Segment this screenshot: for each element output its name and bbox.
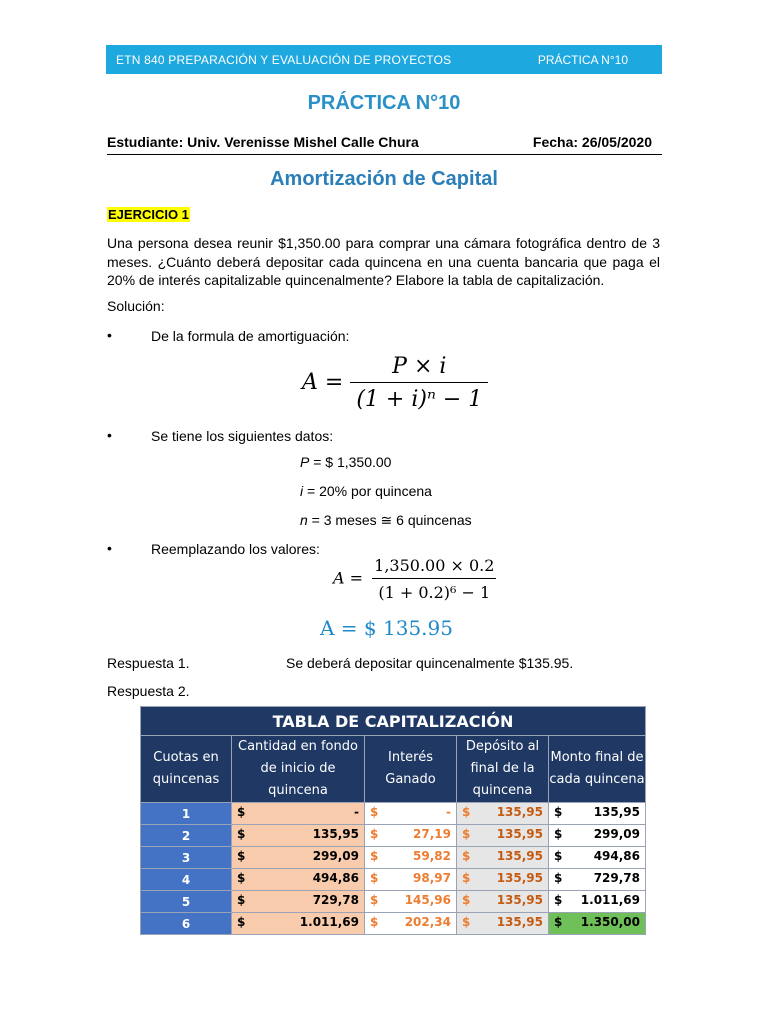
cell-value: 135,95	[496, 871, 543, 885]
data-p	[300, 454, 391, 470]
cell-value: 299,09	[312, 849, 359, 863]
currency-symbol: $	[237, 805, 246, 819]
formula-numerator: 1,350.00 × 0.2	[374, 556, 495, 575]
cell-value: 494,86	[312, 871, 359, 885]
cell-deposito	[457, 869, 549, 891]
bullet-text: Reemplazando los valores:	[151, 541, 320, 557]
cell-value: 1.350,00	[580, 915, 640, 929]
cell-value: 1.011,69	[580, 893, 640, 907]
student-name: Estudiante: Univ. Verenisse Mishel Calle Chura	[107, 134, 419, 150]
table-row	[141, 825, 646, 847]
bullet-icon: •	[107, 427, 112, 443]
cell-final	[549, 825, 646, 847]
page-title: PRÁCTICA N°10	[307, 92, 461, 114]
table-row	[141, 913, 646, 935]
cell-inicio	[232, 847, 365, 869]
currency-symbol: $	[554, 805, 563, 819]
date: Fecha: 26/05/2020	[532, 134, 652, 150]
header-bar	[106, 45, 662, 74]
currency-symbol: $	[462, 849, 471, 863]
answer-result: A = $ 135.95	[320, 616, 453, 640]
cell-value: 1.011,69	[299, 915, 359, 929]
header-cantidad: Cantidad en fondo de inicio de quincena	[232, 736, 365, 803]
header-deposito: Depósito al final de la quincena	[457, 736, 549, 803]
currency-symbol: $	[554, 893, 563, 907]
cell-interes	[365, 869, 457, 891]
cell-n: 6	[141, 913, 232, 935]
cell-n: 4	[141, 869, 232, 891]
cell-deposito	[457, 825, 549, 847]
currency-symbol: $	[554, 915, 563, 929]
cell-value: 135,95	[496, 805, 543, 819]
currency-symbol: $	[237, 849, 246, 863]
data-i	[300, 483, 432, 499]
formula-numerator: P × i	[392, 354, 447, 379]
cell-value: 145,96	[404, 893, 451, 907]
course-name: ETN 840 PREPARACIÓN Y EVALUACIÓN DE PROYECTOS	[116, 53, 452, 67]
data-n	[300, 512, 472, 529]
cell-final	[549, 869, 646, 891]
currency-symbol: $	[237, 827, 246, 841]
cell-n: 2	[141, 825, 232, 847]
cell-value: 98,97	[413, 871, 451, 885]
header-interes: Interés Ganado	[365, 736, 457, 803]
amortization-formula	[302, 354, 488, 412]
currency-symbol: $	[554, 871, 563, 885]
cell-final	[549, 803, 646, 825]
cell-final	[549, 847, 646, 869]
cell-value: 202,34	[404, 915, 451, 929]
currency-symbol: $	[462, 827, 471, 841]
table-row	[141, 847, 646, 869]
currency-symbol: $	[370, 871, 379, 885]
formula-denominator: (1 + 0.2)⁶ − 1	[372, 578, 496, 602]
currency-symbol: $	[462, 805, 471, 819]
currency-symbol: $	[237, 915, 246, 929]
cell-inicio	[232, 869, 365, 891]
cell-deposito	[457, 847, 549, 869]
currency-symbol: $	[554, 849, 563, 863]
cell-value: 135,95	[312, 827, 359, 841]
formula-denominator: (1 + i)ⁿ − 1	[350, 382, 488, 412]
currency-symbol: $	[462, 915, 471, 929]
cell-interes	[365, 803, 457, 825]
cell-interes	[365, 913, 457, 935]
table-row	[141, 803, 646, 825]
currency-symbol: $	[370, 827, 379, 841]
currency-symbol: $	[554, 827, 563, 841]
header-cuotas: Cuotas en quincenas	[141, 736, 232, 803]
cell-n: 1	[141, 803, 232, 825]
cell-value: 135,95	[496, 849, 543, 863]
substituted-formula	[333, 556, 500, 602]
practice-number: PRÁCTICA N°10	[537, 53, 628, 67]
solution-label: Solución:	[107, 298, 165, 314]
cell-value: 135,95	[496, 827, 543, 841]
formula-lhs: A =	[333, 568, 364, 588]
currency-symbol: $	[237, 893, 246, 907]
cell-value: -	[446, 805, 451, 819]
response-1-label: Respuesta 1.	[107, 655, 190, 671]
currency-symbol: $	[237, 871, 246, 885]
cell-value: 59,82	[413, 849, 451, 863]
cell-inicio	[232, 913, 365, 935]
student-row	[107, 134, 662, 155]
cell-deposito	[457, 891, 549, 913]
value-i: = 20% por quincena	[303, 483, 432, 499]
cell-interes	[365, 825, 457, 847]
response-2-label: Respuesta 2.	[107, 683, 190, 699]
formula-fraction	[350, 354, 488, 412]
bullet-text: Se tiene los siguientes datos:	[151, 428, 334, 444]
cell-n: 5	[141, 891, 232, 913]
table-row	[141, 891, 646, 913]
table-row	[141, 869, 646, 891]
formula-fraction	[368, 556, 500, 602]
currency-symbol: $	[370, 849, 379, 863]
value-n: = 3 meses ≅ 6 quincenas	[307, 512, 472, 528]
cell-value: -	[354, 805, 359, 819]
var-p: P	[300, 454, 310, 470]
var-i: i	[300, 483, 304, 499]
currency-symbol: $	[462, 871, 471, 885]
cell-deposito	[457, 803, 549, 825]
bullet-icon: •	[107, 540, 112, 556]
currency-symbol: $	[462, 893, 471, 907]
bullet-text: De la formula de amortiguación:	[151, 328, 350, 344]
table-title: TABLA DE CAPITALIZACIÓN	[141, 707, 646, 736]
cell-inicio	[232, 803, 365, 825]
var-n: n	[300, 512, 308, 528]
cell-value: 27,19	[413, 827, 451, 841]
cell-interes	[365, 891, 457, 913]
section-title: Amortización de Capital	[270, 168, 498, 190]
header-monto: Monto final de cada quincena	[549, 736, 646, 803]
cell-value: 729,78	[312, 893, 359, 907]
bullet-icon: •	[107, 327, 112, 343]
cell-value: 299,09	[593, 827, 640, 841]
cell-value: 135,95	[496, 893, 543, 907]
cell-value: 729,78	[593, 871, 640, 885]
table-body	[141, 803, 646, 935]
problem-statement: Una persona desea reunir $1,350.00 para comprar una cámara fotográfica dentro de 3 meses. ¿Cuánto deberá depositar cada quincena en una cuenta bancaria que paga el 20% de interés capitalizable quincenalmente? Elabore la tabla de capitalización.	[107, 235, 660, 288]
exercise-label: EJERCICIO 1	[108, 207, 189, 222]
value-p: = $ 1,350.00	[309, 454, 392, 470]
cell-final	[549, 891, 646, 913]
cell-interes	[365, 847, 457, 869]
capitalization-table	[140, 706, 646, 935]
cell-deposito	[457, 913, 549, 935]
cell-inicio	[232, 891, 365, 913]
cell-final	[549, 913, 646, 935]
formula-lhs: A =	[302, 370, 344, 395]
currency-symbol: $	[370, 915, 379, 929]
cell-n: 3	[141, 847, 232, 869]
response-1-text: Se deberá depositar quincenalmente $135.95.	[286, 655, 574, 671]
currency-symbol: $	[370, 805, 379, 819]
currency-symbol: $	[370, 893, 379, 907]
cell-inicio	[232, 825, 365, 847]
cell-value: 135,95	[593, 805, 640, 819]
cell-value: 494,86	[593, 849, 640, 863]
cell-value: 135,95	[496, 915, 543, 929]
